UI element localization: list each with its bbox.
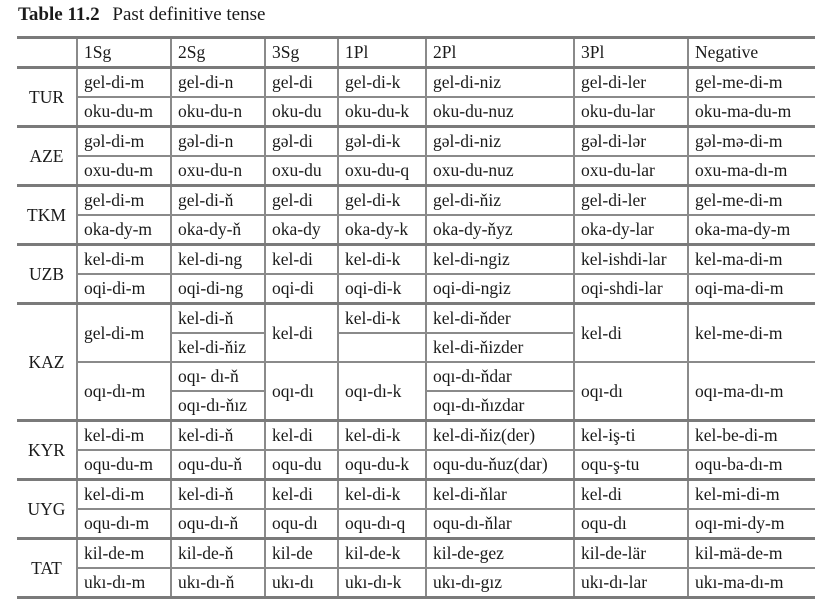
cell: kel-di	[265, 245, 338, 275]
header-3sg: 3Sg	[265, 38, 338, 68]
cell: kel-di-m	[77, 421, 171, 451]
cell: gəl-di-niz	[426, 127, 574, 157]
cell: kel-di	[574, 480, 688, 510]
cell: oxu-du-nuz	[426, 156, 574, 186]
cell: oku-du-n	[171, 97, 265, 127]
cell: oqı-dı-ňdar	[426, 362, 574, 391]
cell: kil-de-k	[338, 539, 426, 569]
table-row-uzb-kel	[17, 245, 815, 275]
cell: kel-be-di-m	[688, 421, 815, 451]
cell: gəl-di-lər	[574, 127, 688, 157]
cell: kel-iş-ti	[574, 421, 688, 451]
cell: oqı-dı-ňız	[171, 391, 265, 421]
table-row-kyr-oqu	[17, 450, 815, 480]
cell: kel-di-m	[77, 480, 171, 510]
cell	[338, 333, 426, 362]
table-number: Table 11.2	[18, 4, 100, 25]
cell: ukı-dı	[265, 568, 338, 598]
cell: kel-di-ň	[171, 421, 265, 451]
header-2pl: 2Pl	[426, 38, 574, 68]
cell: gel-di	[265, 186, 338, 216]
table-row-tat-kil	[17, 539, 815, 569]
cell: oqu-dı	[574, 509, 688, 539]
cell: oqi-ma-di-m	[688, 274, 815, 304]
cell: oqu-dı	[265, 509, 338, 539]
cell: kel-di-ňizder	[426, 333, 574, 362]
cell: kel-di-ng	[171, 245, 265, 275]
language-label-aze: AZE	[17, 127, 77, 186]
table-row-kaz-upper-a	[17, 304, 815, 334]
cell: gel-di-niz	[426, 68, 574, 98]
cell: kel-mi-di-m	[688, 480, 815, 510]
cell: gel-di-k	[338, 68, 426, 98]
cell: oqu-dı-q	[338, 509, 426, 539]
cell: oku-ma-du-m	[688, 97, 815, 127]
cell: oxu-du-m	[77, 156, 171, 186]
header-language	[17, 38, 77, 68]
cell: oqı-mi-dy-m	[688, 509, 815, 539]
cell: oqi-di	[265, 274, 338, 304]
table-row-tat-uki	[17, 568, 815, 598]
cell: kil-de-m	[77, 539, 171, 569]
cell: gel-di-ňiz	[426, 186, 574, 216]
cell: kel-di-ňder	[426, 304, 574, 334]
cell: oqı- dı-ň	[171, 362, 265, 391]
cell: oka-dy-m	[77, 215, 171, 245]
cell: gel-di-m	[77, 68, 171, 98]
header-row	[17, 38, 815, 68]
cell: oqu-ş-tu	[574, 450, 688, 480]
cell: kel-di	[265, 480, 338, 510]
cell: gəl-mə-di-m	[688, 127, 815, 157]
cell: oqi-di-k	[338, 274, 426, 304]
header-1pl: 1Pl	[338, 38, 426, 68]
cell: gəl-di-k	[338, 127, 426, 157]
table-row-tur-oku	[17, 97, 815, 127]
cell: gel-me-di-m	[688, 68, 815, 98]
cell: oxu-du-q	[338, 156, 426, 186]
cell: oqi-di-ng	[171, 274, 265, 304]
cell: oxu-ma-dı-m	[688, 156, 815, 186]
table-row-tkm-oka	[17, 215, 815, 245]
cell: kel-di-ňlar	[426, 480, 574, 510]
cell: kel-di-k	[338, 245, 426, 275]
cell: kel-di-ň	[171, 304, 265, 334]
cell: kil-de-gez	[426, 539, 574, 569]
cell: gəl-di-n	[171, 127, 265, 157]
cell: kil-de-lär	[574, 539, 688, 569]
cell: oka-ma-dy-m	[688, 215, 815, 245]
cell: gel-me-di-m	[688, 186, 815, 216]
cell: gel-di-m	[77, 186, 171, 216]
language-label-uzb: UZB	[17, 245, 77, 304]
cell: kil-de-ň	[171, 539, 265, 569]
cell: oxu-du	[265, 156, 338, 186]
cell: gəl-di-m	[77, 127, 171, 157]
cell: oku-du-lar	[574, 97, 688, 127]
cell: oka-dy-lar	[574, 215, 688, 245]
cell: kel-di	[574, 304, 688, 363]
cell: oqu-dı-m	[77, 509, 171, 539]
cell: kel-di-k	[338, 421, 426, 451]
cell: kil-mä-de-m	[688, 539, 815, 569]
cell: oku-du-m	[77, 97, 171, 127]
cell: ukı-ma-dı-m	[688, 568, 815, 598]
cell: oka-dy	[265, 215, 338, 245]
language-label-kyr: KYR	[17, 421, 77, 480]
cell: oka-dy-k	[338, 215, 426, 245]
cell: kel-me-di-m	[688, 304, 815, 363]
cell: ukı-dı-k	[338, 568, 426, 598]
table-row-uzb-oqi	[17, 274, 815, 304]
cell: oxu-du-lar	[574, 156, 688, 186]
cell: kel-di	[265, 304, 338, 363]
cell: oqı-ma-dı-m	[688, 362, 815, 421]
cell: kel-di-ň	[171, 480, 265, 510]
table-row-aze-oxu	[17, 156, 815, 186]
cell: ukı-dı-m	[77, 568, 171, 598]
cell: oku-du-k	[338, 97, 426, 127]
table-caption	[18, 4, 265, 26]
cell: ukı-dı-gız	[426, 568, 574, 598]
cell: ukı-dı-ň	[171, 568, 265, 598]
cell: gel-di-ň	[171, 186, 265, 216]
cell: kel-di-ňiz	[171, 333, 265, 362]
cell: kel-di-k	[338, 480, 426, 510]
cell: gel-di-n	[171, 68, 265, 98]
cell: oqu-du-ň	[171, 450, 265, 480]
cell: gel-di	[265, 68, 338, 98]
cell: oqı-dı	[265, 362, 338, 421]
cell: oka-dy-ňyz	[426, 215, 574, 245]
table-row-tkm-gel	[17, 186, 815, 216]
cell: oqı-dı	[574, 362, 688, 421]
table-row-uyg-kel	[17, 480, 815, 510]
cell: kel-ishdi-lar	[574, 245, 688, 275]
header-2sg: 2Sg	[171, 38, 265, 68]
cell: kel-di-m	[77, 245, 171, 275]
cell: oqı-dı-ňızdar	[426, 391, 574, 421]
table-row-kaz-lower-a	[17, 362, 815, 391]
cell: oqi-di-ngiz	[426, 274, 574, 304]
cell: oqu-dı-ň	[171, 509, 265, 539]
table-row-aze-gel	[17, 127, 815, 157]
cell: oqu-du	[265, 450, 338, 480]
cell: gel-di-ler	[574, 186, 688, 216]
cell: oqı-dı-k	[338, 362, 426, 421]
cell: kel-di	[265, 421, 338, 451]
cell: kil-de	[265, 539, 338, 569]
cell: kel-di-ňiz(der)	[426, 421, 574, 451]
cell: oxu-du-n	[171, 156, 265, 186]
language-label-tur: TUR	[17, 68, 77, 127]
language-label-tat: TAT	[31, 557, 62, 578]
past-definitive-tense-table	[17, 36, 815, 599]
cell: kel-di-ngiz	[426, 245, 574, 275]
cell: oqu-du-m	[77, 450, 171, 480]
language-label-uyg: UYG	[17, 480, 77, 539]
cell: oku-du-nuz	[426, 97, 574, 127]
language-label-kaz: KAZ	[17, 304, 77, 421]
cell: oqı-dı-m	[77, 362, 171, 421]
header-1sg: 1Sg	[77, 38, 171, 68]
header-3pl: 3Pl	[574, 38, 688, 68]
table-row-uyg-oqu	[17, 509, 815, 539]
cell: oqu-dı-ňlar	[426, 509, 574, 539]
cell: ukı-dı-lar	[574, 568, 688, 598]
cell: oqu-du-ňuz(dar)	[426, 450, 574, 480]
cell: kel-ma-di-m	[688, 245, 815, 275]
language-label-tkm: TKM	[17, 186, 77, 245]
cell: oqu-du-k	[338, 450, 426, 480]
cell: oka-dy-ň	[171, 215, 265, 245]
cell: oku-du	[265, 97, 338, 127]
table-row-kyr-kel	[17, 421, 815, 451]
table-title: Past definitive tense	[112, 4, 266, 25]
cell: gəl-di	[265, 127, 338, 157]
cell: gel-di-k	[338, 186, 426, 216]
cell: kel-di-k	[338, 304, 426, 334]
header-negative: Negative	[688, 38, 815, 68]
cell: oqi-di-m	[77, 274, 171, 304]
cell: oqi-shdi-lar	[574, 274, 688, 304]
cell: gel-di-ler	[574, 68, 688, 98]
table-row-tur-gel	[17, 68, 815, 98]
cell: oqu-ba-dı-m	[688, 450, 815, 480]
cell: gel-di-m	[77, 304, 171, 363]
